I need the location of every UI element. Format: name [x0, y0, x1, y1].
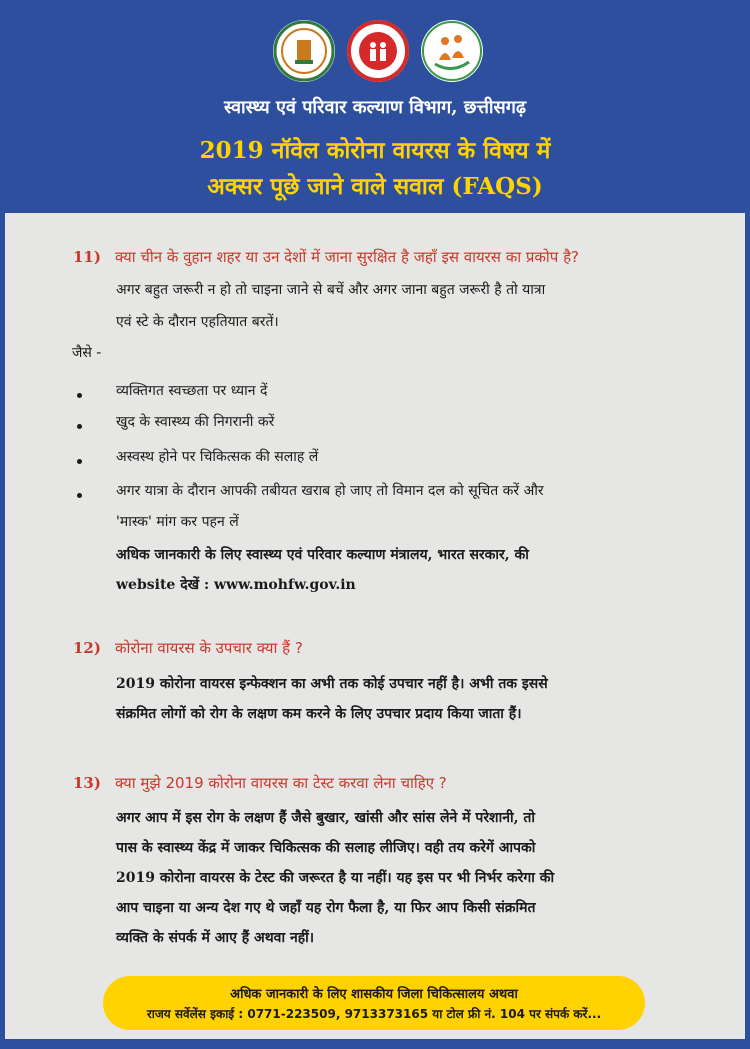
faq-13-answer-line-3: 2019 कोरोना वायरस के टेस्ट की जरूरत है या नहीं। यह इस पर भी निर्भर करेगा की — [116, 870, 555, 886]
footer-line-1: अधिक जानकारी के लिए शासकीय जिला चिकित्सालय अथवा — [230, 987, 518, 1002]
bullet-dot — [77, 393, 82, 398]
bullet-item-4-continued: 'मास्क' मांग कर पहन लें — [116, 514, 239, 530]
faq-12-answer-line-2: संक्रमित लोगों को रोग के लक्षण कम करने के लिए उपचार प्रदाय किया जाता हैं। — [116, 706, 522, 722]
national-health-mission-icon — [347, 20, 409, 82]
faq-13-answer-line-4: आप चाइना या अन्य देश गए थे जहाँ यह रोग फैला है, या फिर आप किसी संक्रमित — [116, 900, 536, 916]
bullet-item-1: व्यक्तिगत स्वच्छता पर ध्यान दें — [116, 383, 268, 399]
faq-11-number: 11) — [73, 248, 101, 266]
faq-13-answer-line-2: पास के स्वास्थ्य केंद्र में जाकर चिकित्सक की सलाह लीजिए। वही तय करेगें आपको — [116, 840, 536, 856]
bullet-dot — [77, 424, 82, 429]
faq-11-question — [73, 247, 579, 267]
bullet-item-2: खुद के स्वास्थ्य की निगरानी करें — [116, 414, 275, 430]
family-health-logo-icon — [421, 20, 483, 82]
info-line-2: website देखें : www.mohfw.gov.in — [116, 577, 356, 593]
faq-13-answer-line-1: अगर आप में इस रोग के लक्षण हैं जैसे बुखार, खांसी और सांस लेने में परेशानी, तो — [116, 810, 535, 826]
faq-11-question-text: क्या चीन के वुहान शहर या उन देशों में जाना सुरक्षित है जहाँ इस वायरस का प्रकोप है? — [115, 248, 580, 266]
bottom-band — [0, 1039, 750, 1049]
faq-13-number: 13) — [73, 774, 101, 792]
logo-row — [5, 20, 745, 90]
faq-11-answer-line-1: अगर बहुत जरूरी न हो तो चाइना जाने से बचें और अगर जाना बहुत जरूरी है तो यात्रा — [116, 282, 546, 298]
bullet-item-4: अगर यात्रा के दौरान आपकी तबीयत खराब हो जाए तो विमान दल को सूचित करें और — [116, 483, 544, 499]
info-line-1: अधिक जानकारी के लिए स्वास्थ्य एवं परिवार कल्याण मंत्रालय, भारत सरकार, की — [116, 547, 529, 563]
header-banner — [5, 0, 745, 213]
title-line-1: 2019 नॉवेल कोरोना वायरस के विषय में — [199, 137, 551, 164]
bullet-item-3: अस्वस्थ होने पर चिकित्सक की सलाह लें — [116, 449, 319, 465]
right-border — [745, 0, 750, 1049]
bullet-dot — [77, 493, 82, 498]
title-line-2: अक्सर पूछे जाने वाले सवाल (FAQS) — [207, 173, 543, 200]
footer-line-2: राजय सर्वेलेंस इकाई : 0771-223509, 9713373165 या टोल फ्री नं. 104 पर संपर्क करें... — [146, 1007, 602, 1021]
faq-12-question-text: कोरोना वायरस के उपचार क्या हैं ? — [115, 639, 303, 657]
faq-12-number: 12) — [73, 639, 101, 657]
faq-12-answer-line-1: 2019 कोरोना वायरस इन्फेक्शन का अभी तक कोई उपचार नहीं है। अभी तक इससे — [116, 676, 548, 692]
faq-13-question — [73, 773, 447, 793]
such-as-label: जैसे - — [72, 345, 102, 361]
faq-13-question-text: क्या मुझे 2019 कोरोना वायरस का टेस्ट करवा लेना चाहिए ? — [115, 774, 447, 792]
bullet-dot — [77, 459, 82, 464]
department-name: स्वास्थ्य एवं परिवार कल्याण विभाग, छत्तीसगढ़ — [224, 97, 526, 118]
faq-13-answer-line-5: व्यक्ति के संपर्क में आए हैं अथवा नहीं। — [116, 930, 315, 946]
faq-12-question — [73, 638, 303, 658]
chhattisgarh-emblem-icon — [273, 20, 335, 82]
faq-11-answer-line-2: एवं स्टे के दौरान एहतियात बरतें। — [116, 314, 279, 330]
footer-contact-box — [103, 976, 645, 1030]
page-title — [5, 133, 745, 205]
